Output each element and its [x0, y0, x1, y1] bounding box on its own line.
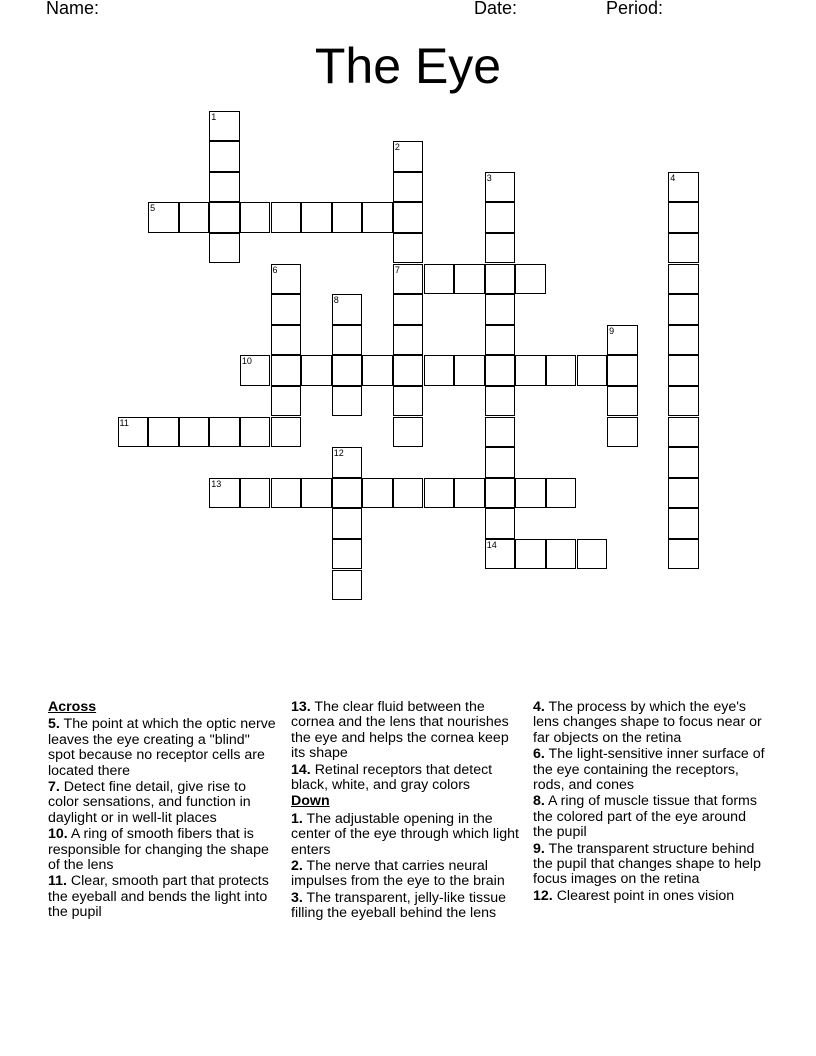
clue-number: 13: [211, 478, 222, 489]
clues-column-3: [533, 700, 765, 905]
grid-cell[interactable]: [332, 539, 363, 570]
grid-cell[interactable]: [393, 294, 424, 325]
grid-cell[interactable]: [485, 172, 516, 203]
clue-number: 7: [394, 264, 400, 275]
down-clue-12: 12. Clearest point in ones vision: [533, 887, 735, 904]
grid-cell[interactable]: [362, 202, 393, 233]
grid-cell[interactable]: [515, 539, 546, 570]
clue-number: 8: [333, 295, 339, 306]
grid-cell[interactable]: [485, 386, 516, 417]
grid-cell[interactable]: [240, 478, 271, 509]
across-clue-11: 11. Clear, smooth part that protects the eyeball and bends the light into the pupil: [48, 873, 269, 921]
grid-cell[interactable]: [209, 417, 240, 448]
grid-cell[interactable]: [209, 233, 240, 264]
grid-cell[interactable]: [393, 141, 424, 172]
grid-cell[interactable]: [332, 202, 363, 233]
grid-cell[interactable]: [454, 264, 485, 295]
grid-cell[interactable]: [209, 202, 240, 233]
grid-cell[interactable]: [485, 539, 516, 570]
down-clue-6: 6. The light-sensitive inner surface of the eye containing the receptors, rods, and cones: [533, 746, 765, 794]
down-clue-3: 3. The transparent, jelly-like tissue filling the eyeball behind the lens: [291, 889, 507, 922]
grid-cell[interactable]: [668, 355, 699, 386]
grid-cell[interactable]: [393, 172, 424, 203]
grid-cell[interactable]: [240, 355, 271, 386]
grid-cell[interactable]: [271, 264, 302, 295]
grid-cell[interactable]: [424, 355, 455, 386]
grid-cell[interactable]: [118, 417, 149, 448]
grid-cell[interactable]: [393, 478, 424, 509]
clue-number: 10: [241, 356, 252, 367]
grid-cell[interactable]: [515, 355, 546, 386]
across-heading: Across: [48, 699, 97, 715]
grid-cell[interactable]: [668, 417, 699, 448]
grid-cell[interactable]: [668, 508, 699, 539]
grid-cell[interactable]: [271, 386, 302, 417]
grid-cell[interactable]: [668, 233, 699, 264]
grid-cell[interactable]: [393, 202, 424, 233]
grid-cell[interactable]: [668, 325, 699, 356]
clue-number: 2: [394, 142, 400, 153]
clues-column-2: [291, 700, 523, 923]
grid-cell[interactable]: [485, 417, 516, 448]
grid-cell[interactable]: [393, 264, 424, 295]
grid-cell[interactable]: [209, 111, 240, 142]
across-clue-13: 13. The clear fluid between the cornea and the lens that nourishes the eye and helps the cornea keep its shape: [291, 699, 509, 762]
period-label: Period:: [606, 0, 664, 18]
grid-cell[interactable]: [485, 233, 516, 264]
grid-cell[interactable]: [271, 478, 302, 509]
grid-cell[interactable]: [577, 539, 608, 570]
grid-cell[interactable]: [332, 508, 363, 539]
down-clue-4: 4. The process by which the eye's lens changes shape to focus near or far objects on the retina: [533, 699, 762, 746]
grid-cell[interactable]: [332, 325, 363, 356]
grid-cell[interactable]: [271, 417, 302, 448]
grid-cell[interactable]: [332, 294, 363, 325]
grid-cell[interactable]: [271, 294, 302, 325]
grid-cell[interactable]: [607, 386, 638, 417]
clue-number: 12: [333, 448, 344, 459]
grid-cell[interactable]: [271, 355, 302, 386]
down-clue-2: 2. The nerve that carries neural impulses from the eye to the brain: [291, 858, 505, 890]
grid-cell[interactable]: [515, 264, 546, 295]
down-clue-8: 8. A ring of muscle tissue that forms the colored part of the eye around the pupil: [533, 793, 757, 841]
grid-cell[interactable]: [454, 355, 485, 386]
grid-cell[interactable]: [515, 478, 546, 509]
grid-cell[interactable]: [393, 325, 424, 356]
down-clue-9: 9. The transparent structure behind the pupil that changes shape to help focus images on the retina: [533, 840, 761, 888]
grid-cell[interactable]: [668, 172, 699, 203]
grid-cell[interactable]: [546, 539, 577, 570]
grid-cell[interactable]: [607, 417, 638, 448]
grid-cell[interactable]: [607, 325, 638, 356]
grid-cell[interactable]: [332, 355, 363, 386]
grid-cell[interactable]: [577, 355, 608, 386]
grid-cell[interactable]: [546, 355, 577, 386]
across-clue-7: 7. Detect fine detail, give rise to color sensations, and function in daylight or in well-lit places: [48, 779, 251, 826]
grid-cell[interactable]: [485, 447, 516, 478]
grid-cell[interactable]: [240, 417, 271, 448]
clue-number: 1: [211, 111, 217, 122]
grid-cell[interactable]: [393, 386, 424, 417]
grid-cell[interactable]: [362, 478, 393, 509]
grid-cell[interactable]: [301, 202, 332, 233]
grid-cell[interactable]: [668, 478, 699, 509]
grid-cell[interactable]: [485, 478, 516, 509]
clues-column-1: [48, 700, 280, 922]
grid-cell[interactable]: [546, 478, 577, 509]
grid-cell[interactable]: [393, 417, 424, 448]
grid-cell[interactable]: [332, 447, 363, 478]
across-clue-10: 10. A ring of smooth fibers that is responsible for changing the shape of the lens: [48, 826, 269, 874]
clue-number: 3: [486, 172, 492, 183]
grid-cell[interactable]: [485, 325, 516, 356]
grid-cell[interactable]: [393, 233, 424, 264]
date-label: Date:: [474, 0, 518, 18]
grid-cell[interactable]: [485, 264, 516, 295]
grid-cell[interactable]: [485, 508, 516, 539]
grid-cell[interactable]: [332, 570, 363, 601]
grid-cell[interactable]: [332, 478, 363, 509]
grid-cell[interactable]: [668, 202, 699, 233]
clue-number: 14: [486, 539, 497, 550]
grid-cell[interactable]: [362, 355, 393, 386]
grid-cell[interactable]: [301, 478, 332, 509]
clue-number: 11: [119, 417, 129, 428]
grid-cell[interactable]: [271, 325, 302, 356]
grid-cell[interactable]: [668, 294, 699, 325]
down-heading: Down: [291, 793, 330, 810]
page-title: The Eye: [314, 38, 502, 94]
grid-cell[interactable]: [271, 202, 302, 233]
grid-cell[interactable]: [668, 539, 699, 570]
clue-number: 4: [670, 172, 676, 183]
name-label: Name:: [46, 0, 100, 18]
clue-number: 6: [272, 264, 278, 275]
clue-number: 9: [609, 325, 615, 336]
grid-cell[interactable]: [179, 202, 210, 233]
grid-cell[interactable]: [454, 478, 485, 509]
grid-cell[interactable]: [209, 141, 240, 172]
grid-cell[interactable]: [668, 447, 699, 478]
grid-cell[interactable]: [332, 386, 363, 417]
grid-cell[interactable]: [424, 478, 455, 509]
across-clue-14: 14. Retinal receptors that detect black, white, and gray colors: [291, 761, 493, 794]
grid-cell[interactable]: [209, 478, 240, 509]
grid-cell[interactable]: [668, 264, 699, 295]
grid-cell[interactable]: [148, 417, 179, 448]
grid-cell[interactable]: [179, 417, 210, 448]
down-clue-1: 1. The adjustable opening in the center of the eye through which light enters: [291, 810, 519, 858]
grid-cell[interactable]: [485, 355, 516, 386]
grid-cell[interactable]: [607, 355, 638, 386]
grid-cell[interactable]: [393, 355, 424, 386]
grid-cell[interactable]: [209, 172, 240, 203]
grid-cell[interactable]: [485, 294, 516, 325]
grid-cell[interactable]: [424, 264, 455, 295]
across-clue-5: 5. The point at which the optic nerve leaves the eye creating a "blind" spot because no receptor cells are located there: [48, 716, 276, 779]
clue-number: 5: [150, 203, 156, 214]
grid-cell[interactable]: [240, 202, 271, 233]
grid-cell[interactable]: [485, 202, 516, 233]
grid-cell[interactable]: [301, 355, 332, 386]
grid-cell[interactable]: [668, 386, 699, 417]
grid-cell[interactable]: [148, 202, 179, 233]
